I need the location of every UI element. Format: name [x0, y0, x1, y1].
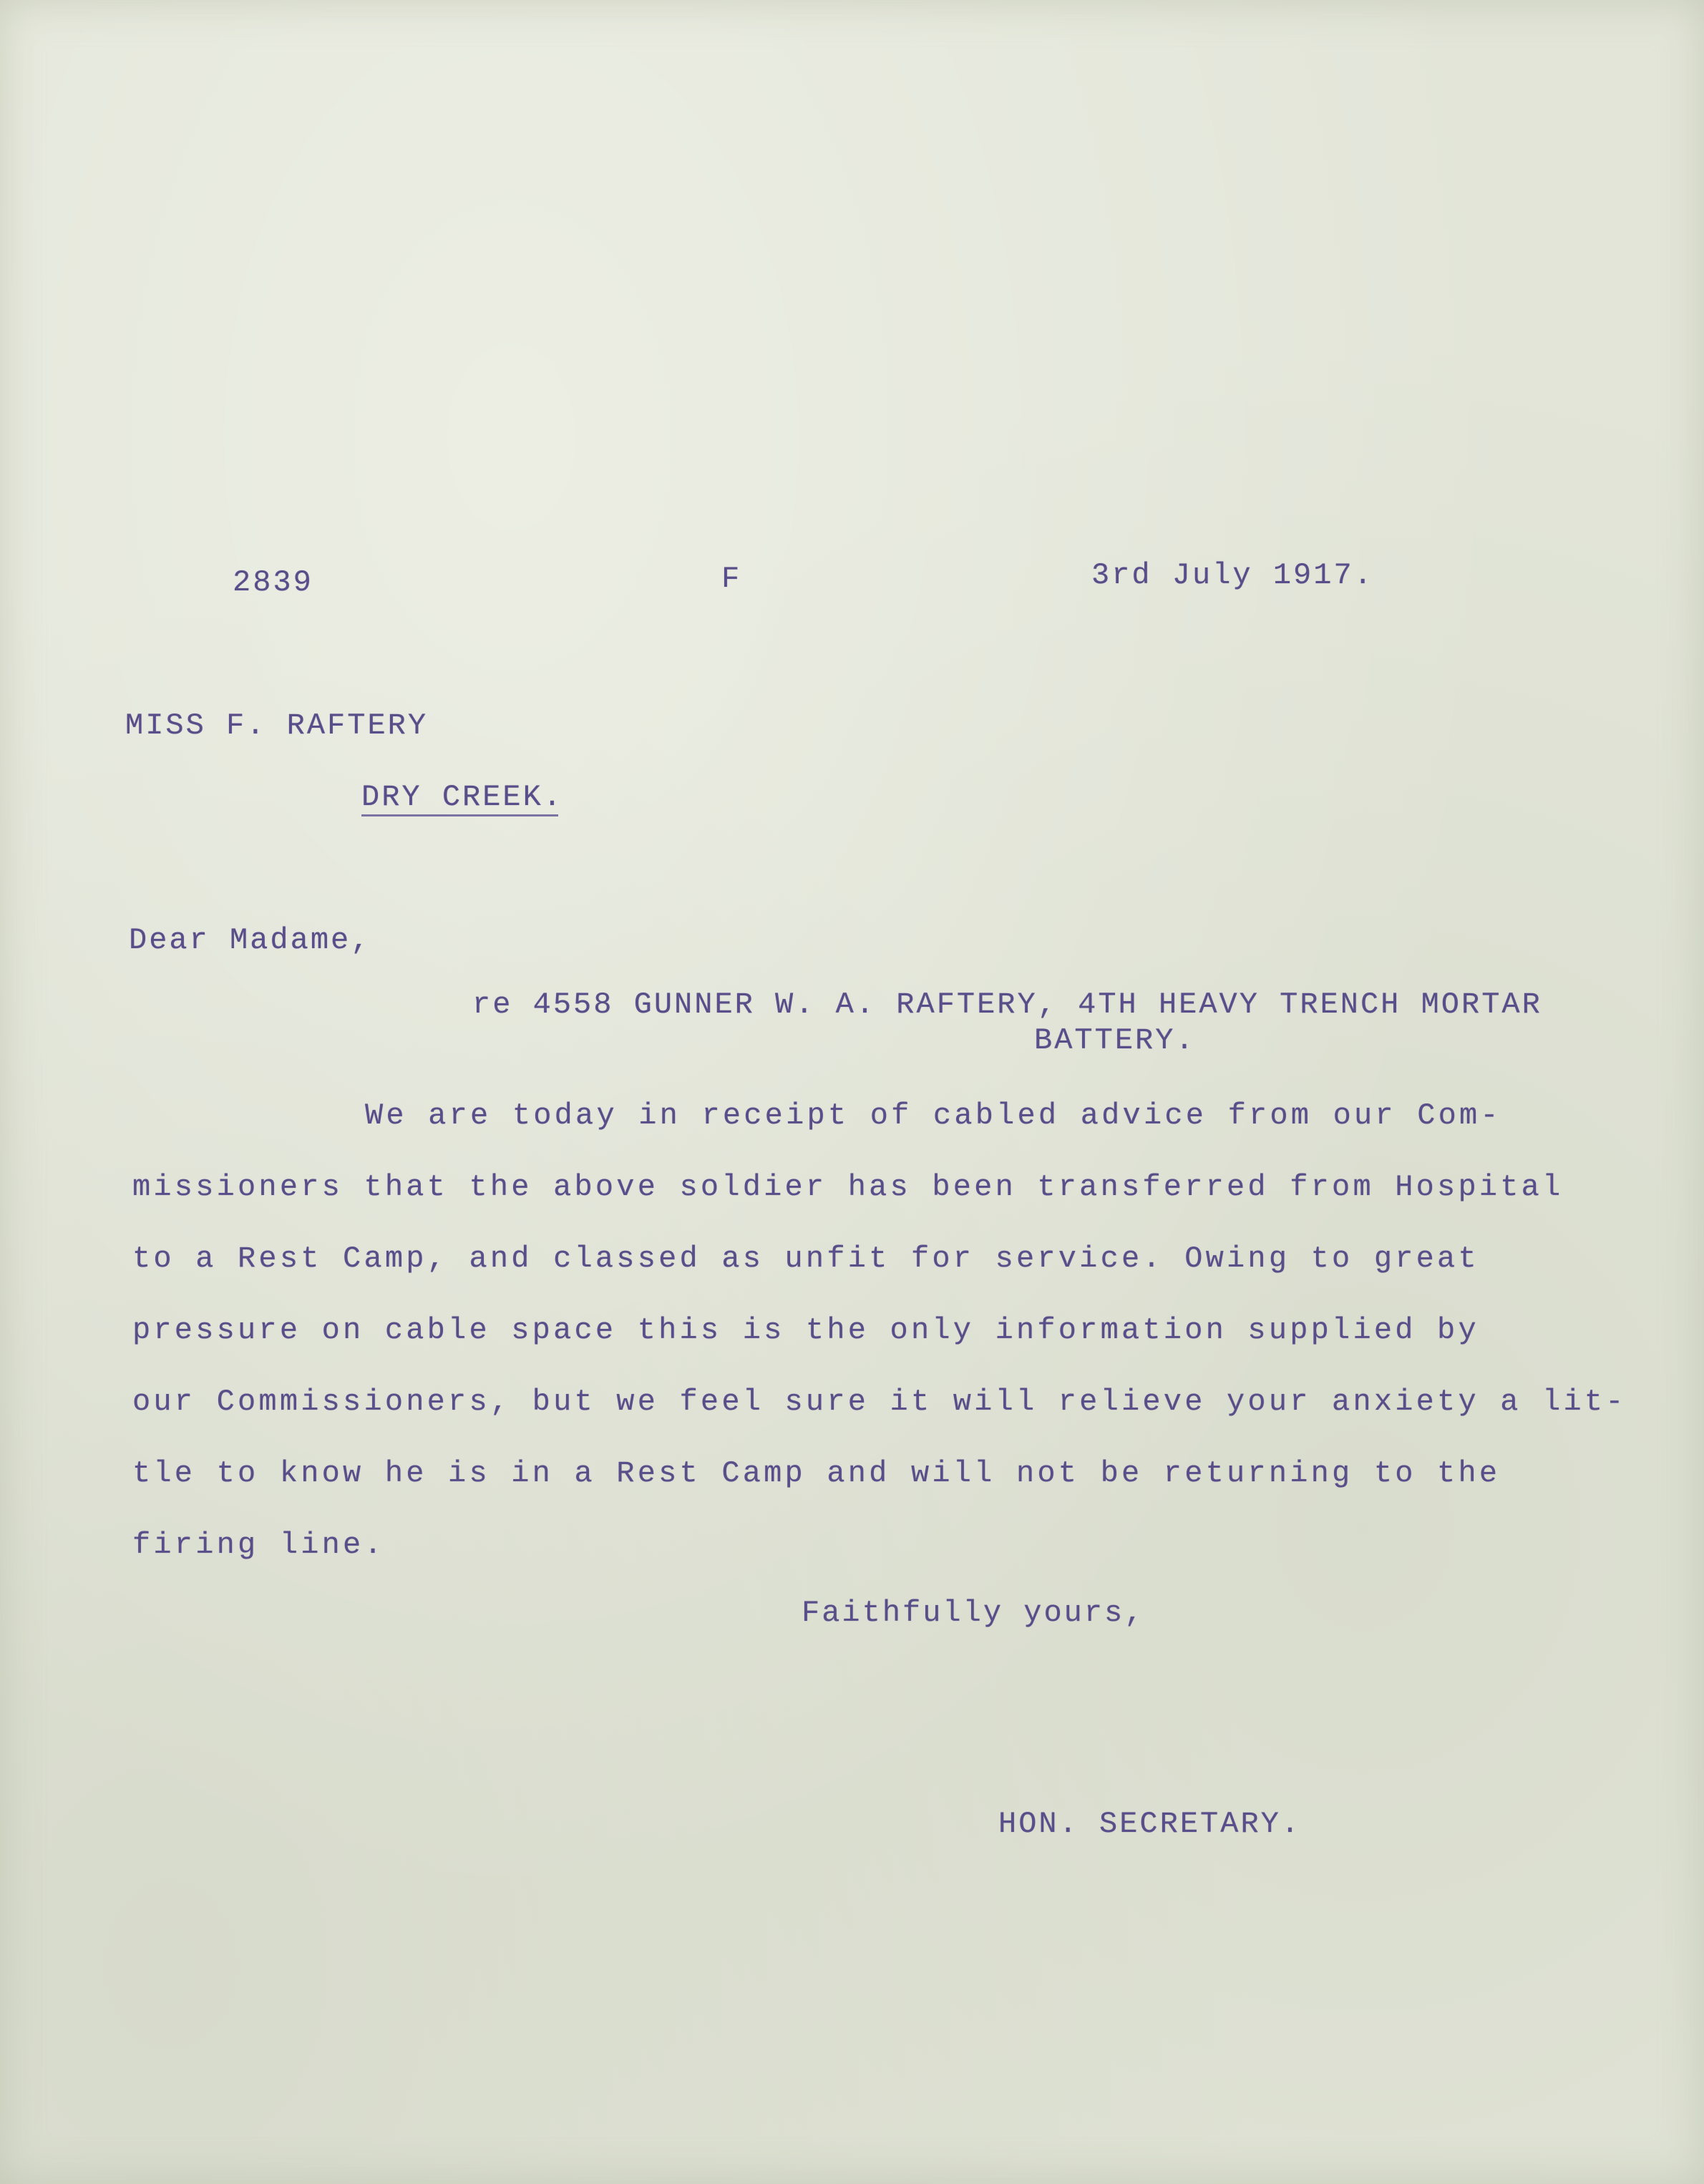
addressee-place: DRY CREEK.: [361, 780, 564, 814]
reference-number: 2839: [233, 565, 313, 600]
closing: Faithfully yours,: [802, 1596, 1145, 1630]
body-line-4: pressure on cable space this is the only information supplied by: [132, 1313, 1479, 1347]
subject-line-1: re 4558 GUNNER W. A. RAFTERY, 4TH HEAVY TRENCH MORTAR: [472, 988, 1542, 1022]
body-line-2: missioners that the above soldier has been transferred from Hospital: [132, 1170, 1564, 1204]
addressee-name: MISS F. RAFTERY: [125, 708, 429, 743]
signature-title: HON. SECRETARY.: [998, 1807, 1302, 1841]
letter-date: 3rd July 1917.: [1091, 558, 1374, 593]
subject-line-2: BATTERY.: [1034, 1023, 1196, 1058]
salutation: Dear Madame,: [129, 923, 371, 957]
file-letter: F: [721, 562, 742, 596]
body-line-7: firing line.: [132, 1528, 385, 1562]
body-line-1: We are today in receipt of cabled advice from our Com-: [365, 1098, 1501, 1133]
body-line-6: tle to know he is in a Rest Camp and will not be returning to the: [132, 1456, 1501, 1491]
addressee-underline: [361, 814, 558, 816]
body-line-3: to a Rest Camp, and classed as unfit for service. Owing to great: [132, 1242, 1479, 1276]
body-line-5: our Commissioners, but we feel sure it will relieve your anxiety a lit-: [132, 1385, 1627, 1419]
